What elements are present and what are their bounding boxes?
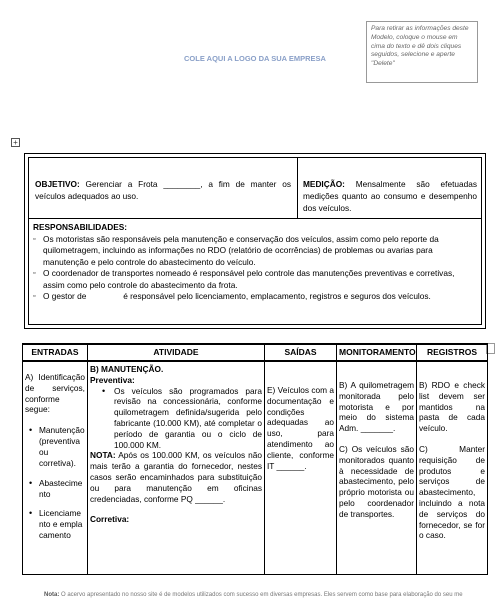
responsabilidade-item: ▫ O gestor de é responsável pelo licenciamento, emplacamento, registros e seguros dos veículos. (33, 291, 431, 301)
monitoramento-b: B) A quilometragem monitorada pelo motorista e por meio do sistema Adm. _______. (339, 380, 414, 434)
corretiva-label: Corretiva: (90, 514, 130, 525)
responsabilidade-item: ▫ O coordenador de transportes nomeado é responsável pelo controle das manutenções preventivas e corretivas, assim como pelo controle do abastecimento da frota. (33, 268, 455, 290)
table-move-handle-icon[interactable]: + (11, 138, 20, 147)
responsabilidade-item: ▫ Os motoristas são responsáveis pela manutenção e conservação dos veículos, assim como pelo reporte da quilometragem, incluindo as informações no RDO (relatório de ocorrências) de problemas ou avarias para manutenção e pelo controle do abastecimento do veículo. (33, 233, 439, 267)
bullet-icon: ▫ (33, 235, 36, 243)
registros-b: B) RDO e check list devem ser mantidos na pasta de cada veículo. (419, 380, 485, 434)
registros-cell[interactable] (417, 361, 488, 575)
entrada-item: • Manutenção (preventiva ou corretiva). (29, 425, 85, 468)
process-table (22, 343, 488, 575)
saidas-cell[interactable] (265, 361, 337, 575)
header-entradas[interactable]: ENTRADAS (23, 344, 88, 361)
objetivo-blank: ________ (163, 179, 201, 189)
header-registros[interactable]: REGISTROS (417, 344, 488, 361)
objetivo-text-a: Gerenciar a Frota (85, 179, 164, 189)
header-saidas[interactable]: SAÍDAS (265, 344, 337, 361)
preventiva-item: • Os veículos são programados para revisão na concessionária, conforme quilometragem definida/sugerida pelo fabricante (10.000 KM), até completar o período de garantia ou o ciclo de 100.000 KM. (102, 385, 262, 450)
entradas-cell[interactable] (23, 361, 88, 575)
atividade-nota: NOTA: Após os 100.000 KM, os veículos não mais terão a garantia do fornecedor, nestes casos serão encaminhados para substituição ou para manutenção em oficinas credenciadas, conforme PQ ______. (90, 450, 262, 504)
footer-note: Nota: O acervo apresentado no nosso site é de modelos utilizados com sucesso em diversas empresas. Eles servem como base para elaboração do seu me (44, 592, 463, 598)
atividade-title: B) MANUTENÇÃO. (90, 364, 164, 374)
responsabilidades-label: RESPONSABILIDADES: (33, 222, 128, 232)
entrada-item: • Licenciamento e emplacamento (29, 507, 83, 540)
medicao-label: MEDIÇÃO: (303, 179, 345, 189)
logo-placeholder: COLE AQUI A LOGO DA SUA EMPRESA (184, 54, 326, 63)
header-monitoramento[interactable]: MONITORAMENTO (337, 344, 417, 361)
entradas-intro: A) Identificação de serviços, conforme segue: (25, 372, 85, 415)
objetivo-label: OBJETIVO: (35, 179, 80, 189)
bullet-icon: ▫ (33, 270, 36, 277)
objetivo-text-b: , a fim de manter os veículos adequados ao uso. (35, 179, 291, 201)
instruction-note-box[interactable]: Para retirar as informações deste Modelo, coloque o mouse em cima do texto e dê dois cliques seguidos, selecione e aperte "Delete" (366, 21, 478, 83)
objective-table (24, 153, 486, 329)
registros-c: C) Manter requisição de produtos e serviços de abastecimento, incluindo a nota de serviços do fornecedor, se for o caso. (419, 443, 485, 541)
saidas-text: E) Veículos com a documentação e condições adequadas ao uso, para atendimento ao cliente, conforme IT ______. (267, 385, 334, 471)
monitoramento-cell[interactable] (337, 361, 417, 575)
header-atividade[interactable]: ATIVIDADE (88, 344, 265, 361)
atividade-cell[interactable] (88, 361, 265, 575)
responsabilidades-section[interactable] (33, 222, 477, 303)
bullet-icon: ▫ (33, 293, 36, 300)
atividade-subtitle: Preventiva: (90, 374, 135, 385)
monitoramento-c: C) Os veículos são monitorados quanto à necessidade de abastecimento, pelo próprio motorista ou pelo coordenador de transportes. (339, 443, 414, 519)
objetivo-cell[interactable] (29, 158, 298, 218)
medicao-text: Mensalmente são efetuadas medições quanto ao consumo e desempenho dos veículos. (303, 179, 477, 213)
medicao-cell[interactable] (299, 158, 481, 218)
entrada-item: • Abastecimento (29, 478, 83, 500)
